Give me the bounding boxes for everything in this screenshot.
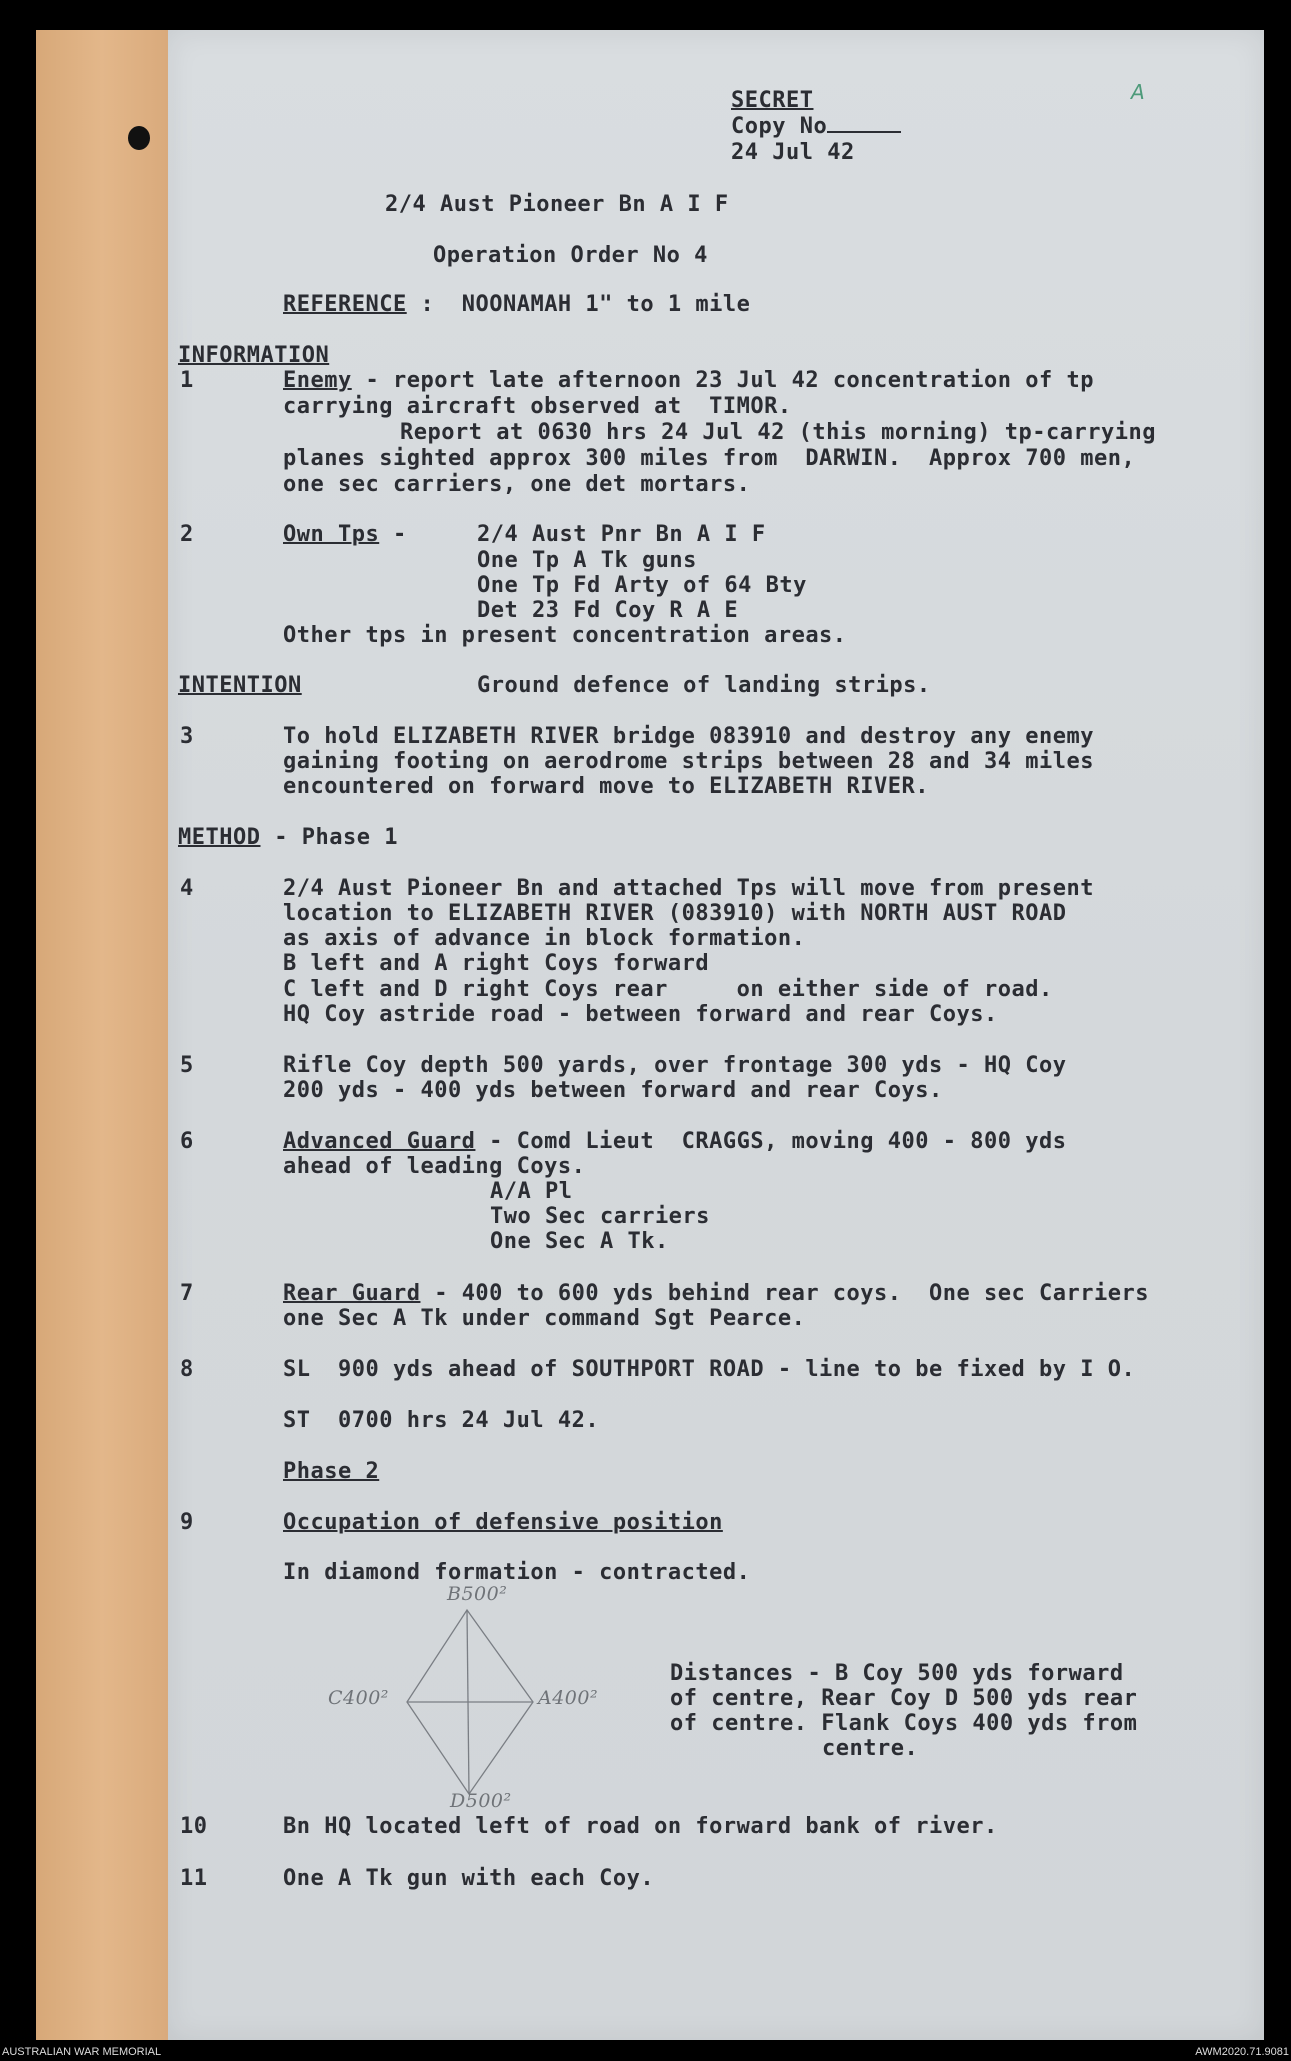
para-number: 2 — [180, 522, 194, 547]
pencil-mark-a: A — [1131, 80, 1146, 104]
para-1-line: Report at 0630 hrs 24 Jul 42 (this morning) tp-carrying — [400, 420, 1156, 445]
para-4-line: B left and A right Coys forward — [283, 951, 710, 976]
para-6-line: A/A Pl — [490, 1179, 573, 1204]
para-2-line: 2/4 Aust Pnr Bn A I F — [477, 522, 766, 547]
para-number: 10 — [180, 1814, 208, 1839]
para-6-line: ahead of leading Coys. — [283, 1154, 586, 1179]
distances-line: of centre. Flank Coys 400 yds from — [670, 1711, 1138, 1736]
para-6-line: One Sec A Tk. — [490, 1229, 669, 1254]
para-4-line: as axis of advance in block formation. — [283, 926, 806, 951]
para-number: 7 — [180, 1281, 194, 1306]
intention-text: Ground defence of landing strips. — [477, 673, 931, 698]
para-2-line: One Tp A Tk guns — [477, 548, 697, 573]
section-heading-method: METHOD - Phase 1 — [178, 825, 398, 850]
diamond-formation-diagram — [395, 1598, 555, 1808]
para-6-line: Advanced Guard - Comd Lieut CRAGGS, moving 400 - 800 yds — [283, 1129, 1067, 1154]
diagram-label-a: A400² — [538, 1687, 599, 1709]
para-5-line: Rifle Coy depth 500 yards, over frontage 300 yds - HQ Coy — [283, 1053, 1067, 1078]
para-number: 8 — [180, 1357, 194, 1382]
distances-line: centre. — [822, 1736, 919, 1761]
section-heading-intention: INTENTION — [178, 673, 302, 698]
para-4-line: location to ELIZABETH RIVER (083910) with NORTH AUST ROAD — [283, 901, 1067, 926]
para-4-line: C left and D right Coys rear on either side of road. — [283, 977, 1053, 1002]
para-2-line: One Tp Fd Arty of 64 Bty — [477, 573, 807, 598]
para-3-line: gaining footing on aerodrome strips between 28 and 34 miles — [283, 749, 1094, 774]
copy-no-label: Copy No — [731, 114, 901, 140]
para-number: 4 — [180, 876, 194, 901]
diagram-label-d: D500² — [450, 1790, 512, 1812]
para-10-line: Bn HQ located left of road on forward bank of river. — [283, 1814, 998, 1839]
para-number: 5 — [180, 1053, 194, 1078]
footer-accession-number: AWM2020.71.9081 — [1195, 2046, 1289, 2058]
para-9-heading: Occupation of defensive position — [283, 1510, 723, 1535]
para-8-line: ST 0700 hrs 24 Jul 42. — [283, 1408, 600, 1433]
diagram-label-c: C400² — [328, 1687, 389, 1709]
para-number: 11 — [180, 1866, 208, 1891]
para-number: 3 — [180, 724, 194, 749]
own-tps-label: Own Tps - — [283, 522, 407, 547]
para-7-line: one Sec A Tk under command Sgt Pearce. — [283, 1306, 806, 1331]
unit-title: 2/4 Aust Pioneer Bn A I F — [385, 192, 729, 217]
order-date: 24 Jul 42 — [731, 140, 855, 165]
para-11-line: One A Tk gun with each Coy. — [283, 1866, 655, 1891]
secret-label: SECRET — [731, 88, 814, 113]
distances-line: of centre, Rear Coy D 500 yds rear — [670, 1686, 1138, 1711]
phase-2-heading: Phase 2 — [283, 1459, 380, 1484]
para-number: 9 — [180, 1510, 194, 1535]
para-5-line: 200 yds - 400 yds between forward and rear Coys. — [283, 1078, 943, 1103]
para-2-line: Det 23 Fd Coy R A E — [477, 598, 739, 623]
reference-line: REFERENCE : NOONAMAH 1" to 1 mile — [283, 292, 751, 317]
distances-line: Distances - B Coy 500 yds forward — [670, 1661, 1124, 1686]
para-2-line: Other tps in present concentration areas. — [283, 623, 847, 648]
para-7-line: Rear Guard - 400 to 600 yds behind rear coys. One sec Carriers — [283, 1281, 1149, 1306]
para-4-line: HQ Coy astride road - between forward and rear Coys. — [283, 1002, 998, 1027]
para-1-line: carrying aircraft observed at TIMOR. — [283, 394, 792, 419]
para-1-line: Enemy - report late afternoon 23 Jul 42 concentration of tp — [283, 368, 1094, 393]
footer-institution: AUSTRALIAN WAR MEMORIAL — [2, 2046, 162, 2058]
section-heading-information: INFORMATION — [178, 343, 330, 368]
order-title: Operation Order No 4 — [433, 243, 708, 268]
para-1-line: one sec carriers, one det mortars. — [283, 472, 751, 497]
para-1-line: planes sighted approx 300 miles from DARWIN. Approx 700 men, — [283, 446, 1136, 471]
para-4-line: 2/4 Aust Pioneer Bn and attached Tps will move from present — [283, 876, 1094, 901]
para-number: 6 — [180, 1129, 194, 1154]
para-6-line: Two Sec carriers — [490, 1204, 710, 1229]
para-number: 1 — [180, 368, 194, 393]
para-8-line: SL 900 yds ahead of SOUTHPORT ROAD - line to be fixed by I O. — [283, 1357, 1136, 1382]
para-3-line: To hold ELIZABETH RIVER bridge 083910 and destroy any enemy — [283, 724, 1094, 749]
para-3-line: encountered on forward move to ELIZABETH RIVER. — [283, 774, 930, 799]
para-9-line: In diamond formation - contracted. — [283, 1560, 751, 1585]
diagram-label-b: B500² — [447, 1583, 508, 1605]
